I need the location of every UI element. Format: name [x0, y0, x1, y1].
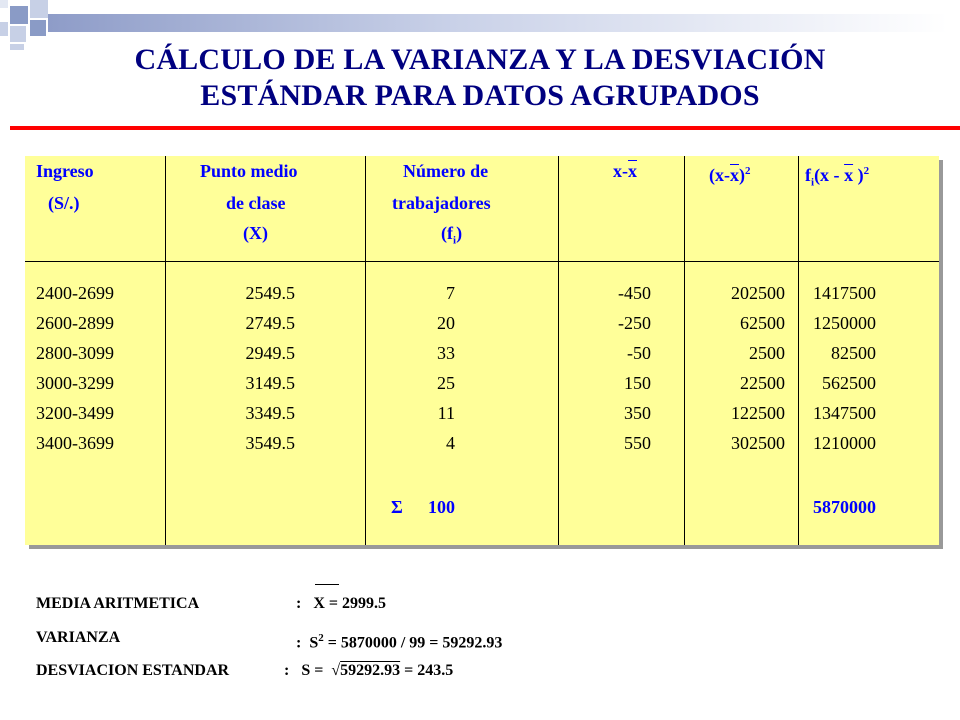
- header-ingreso-2: (S/.): [48, 193, 80, 213]
- cell-f: 7: [446, 283, 455, 303]
- cell-dev-sq: 2500: [749, 343, 785, 363]
- decor-square-5: [30, 20, 46, 36]
- cell-f-dev-sq: 562500: [822, 373, 876, 393]
- decor-square-6: [10, 26, 26, 42]
- cell-f: 25: [437, 373, 455, 393]
- header-ingreso-1: Ingreso: [36, 161, 94, 181]
- header-punto-medio-1: Punto medio: [200, 161, 298, 181]
- header-numero-3: $(f_i)$: [441, 223, 463, 247]
- cell-x: 2749.5: [245, 313, 295, 333]
- header-numero-2: trabajadores: [392, 193, 491, 213]
- cell-x: 3349.5: [245, 403, 295, 423]
- cell-dev: 550: [624, 433, 651, 453]
- summary-varianza-value: : $S^2 = 5870000 / 99 = 59292.93$: [296, 632, 503, 652]
- decor-square-2: [30, 0, 48, 18]
- data-table: [25, 156, 939, 545]
- cell-dev: -50: [627, 343, 651, 363]
- cell-ingreso: 3000-3299: [36, 373, 114, 393]
- cell-dev: 150: [624, 373, 651, 393]
- cell-x: 2549.5: [245, 283, 295, 303]
- cell-ingreso: 2800-3099: [36, 343, 114, 363]
- cell-dev-sq: 22500: [740, 373, 785, 393]
- column-divider: [558, 156, 559, 545]
- cell-f-dev-sq: 82500: [831, 343, 876, 363]
- cell-dev-sq: 302500: [731, 433, 785, 453]
- cell-ingreso: 3200-3499: [36, 403, 114, 423]
- mean-overline: [315, 584, 339, 585]
- summary-desviacion-value: : S = √59292.93 = 243.5: [284, 662, 454, 679]
- header-punto-medio-2: de clase: [226, 193, 286, 213]
- header-f-desviacion-cuadrado: $f_i(x - \overline{x}$ )$^2$: [805, 165, 870, 189]
- title-divider: [10, 126, 960, 130]
- cell-dev: 350: [624, 403, 651, 423]
- page-title: [0, 42, 960, 114]
- header-divider: [25, 261, 939, 262]
- sqrt-icon: √: [331, 662, 341, 679]
- cell-f-dev-sq: 1210000: [813, 433, 876, 453]
- header-desviacion: $x-\overline{x}$: [613, 161, 637, 181]
- cell-ingreso: 2400-2699: [36, 283, 114, 303]
- title-line-1: CÁLCULO DE LA VARIANZA Y LA DESVIACIÓN: [134, 43, 826, 76]
- summary-desviacion-label: DESVIACION ESTANDAR: [36, 662, 230, 679]
- cell-dev-sq: 122500: [731, 403, 785, 423]
- column-divider: [165, 156, 166, 545]
- cell-ingreso: 2600-2899: [36, 313, 114, 333]
- cell-f: 11: [437, 403, 455, 423]
- title-line-2: ESTÁNDAR PARA DATOS AGRUPADOS: [200, 79, 760, 112]
- cell-f-dev-sq: 1250000: [813, 313, 876, 333]
- summary-varianza-label: VARIANZA: [36, 629, 121, 646]
- column-divider: [684, 156, 685, 545]
- cell-f: 20: [437, 313, 455, 333]
- cell-dev: -250: [618, 313, 651, 333]
- cell-f-dev-sq: 1417500: [813, 283, 876, 303]
- summary-media-label: MEDIA ARITMETICA: [36, 595, 200, 612]
- cell-f-dev-sq: 1347500: [813, 403, 876, 423]
- cell-x: 2949.5: [245, 343, 295, 363]
- cell-dev: -450: [618, 283, 651, 303]
- cell-dev-sq: 202500: [731, 283, 785, 303]
- total-f-dev-sq: 5870000: [813, 497, 876, 517]
- total-sigma: Σ: [391, 497, 403, 517]
- decor-square-1: [10, 6, 28, 24]
- decor-square-3: [0, 0, 8, 8]
- column-divider: [365, 156, 366, 545]
- total-f: 100: [428, 497, 455, 517]
- header-gradient-bar: [48, 14, 948, 32]
- cell-ingreso: 3400-3699: [36, 433, 114, 453]
- summary-media-value: : X = 2999.5: [296, 595, 387, 612]
- cell-f: 33: [437, 343, 455, 363]
- cell-x: 3149.5: [245, 373, 295, 393]
- header-numero-1: Número de: [403, 161, 489, 181]
- header-desviacion-cuadrado: $(x-\overline{x})^2$: [709, 165, 751, 185]
- cell-f: 4: [446, 433, 455, 453]
- cell-x: 3549.5: [245, 433, 295, 453]
- header-punto-medio-3: (X): [243, 223, 268, 243]
- decor-square-4: [0, 22, 8, 36]
- cell-dev-sq: 62500: [740, 313, 785, 333]
